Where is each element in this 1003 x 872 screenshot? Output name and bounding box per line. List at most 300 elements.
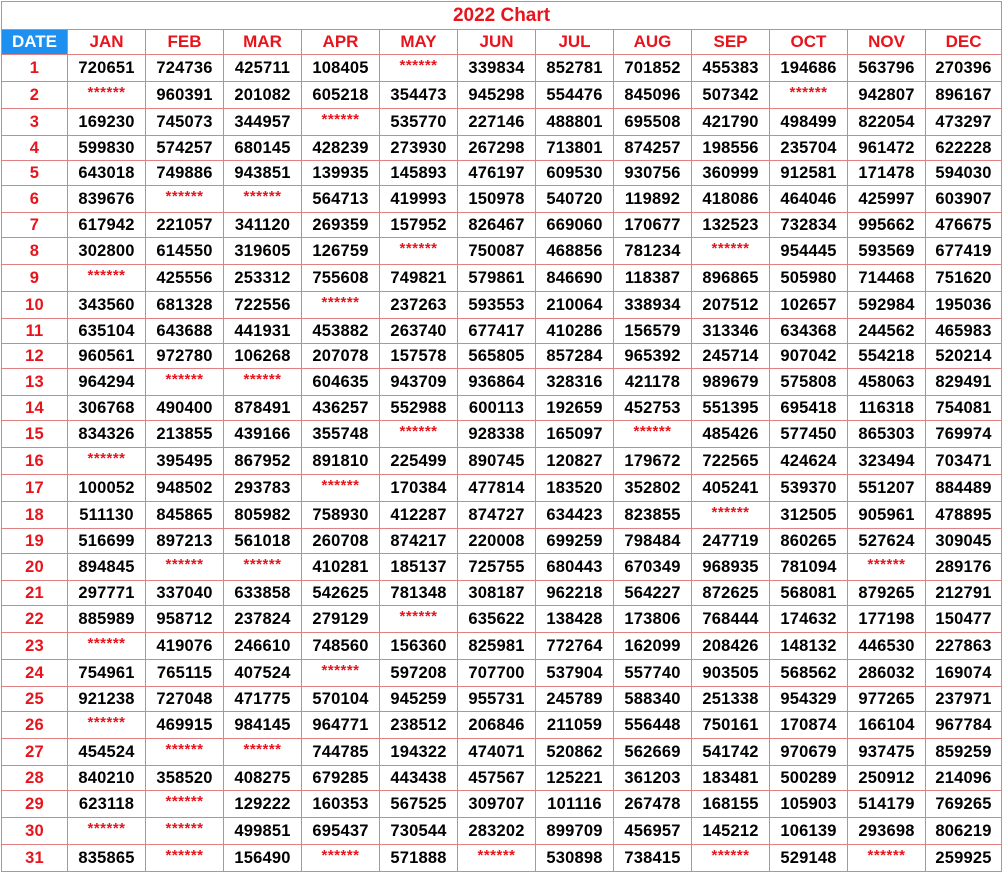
value-cell: 419076: [146, 633, 224, 660]
value-cell: 360999: [692, 161, 770, 186]
date-cell: 17: [2, 475, 68, 502]
value-cell: 488801: [536, 109, 614, 136]
value-cell: 537904: [536, 660, 614, 687]
value-cell: 337040: [146, 581, 224, 606]
value-cell: 194322: [380, 739, 458, 766]
value-cell: 695508: [614, 109, 692, 136]
value-cell: 635104: [68, 319, 146, 344]
value-cell: 101116: [536, 791, 614, 818]
value-cell: 168155: [692, 791, 770, 818]
date-cell: 12: [2, 344, 68, 369]
date-cell: 30: [2, 818, 68, 845]
value-cell: 227863: [926, 633, 1002, 660]
value-cell: 554476: [536, 82, 614, 109]
value-cell: 309045: [926, 529, 1002, 554]
value-cell: 874257: [614, 136, 692, 161]
value-cell: 943851: [224, 161, 302, 186]
value-cell: ******: [146, 186, 224, 213]
value-cell: 635622: [458, 606, 536, 633]
value-cell: ******: [146, 791, 224, 818]
value-cell: 457567: [458, 766, 536, 791]
value-cell: 551395: [692, 396, 770, 421]
value-cell: 237263: [380, 292, 458, 319]
value-cell: ******: [380, 55, 458, 82]
value-cell: 599830: [68, 136, 146, 161]
date-cell: 31: [2, 845, 68, 872]
value-cell: 643688: [146, 319, 224, 344]
table-row: [2, 421, 1002, 448]
value-cell: 825981: [458, 633, 536, 660]
value-cell: 879265: [848, 581, 926, 606]
value-cell: 955731: [458, 687, 536, 712]
value-cell: 308187: [458, 581, 536, 606]
date-cell: 5: [2, 161, 68, 186]
value-cell: 138428: [536, 606, 614, 633]
table-row: [2, 475, 1002, 502]
value-cell: 344957: [224, 109, 302, 136]
value-cell: 126759: [302, 238, 380, 265]
value-cell: 748560: [302, 633, 380, 660]
month-header-jul: JUL: [536, 30, 614, 55]
table-row: [2, 739, 1002, 766]
value-cell: 237971: [926, 687, 1002, 712]
value-cell: 283202: [458, 818, 536, 845]
value-cell: 845096: [614, 82, 692, 109]
date-cell: 20: [2, 554, 68, 581]
date-cell: 7: [2, 213, 68, 238]
value-cell: 407524: [224, 660, 302, 687]
table-row: [2, 344, 1002, 369]
value-cell: 826467: [458, 213, 536, 238]
value-cell: 539370: [770, 475, 848, 502]
value-cell: 964771: [302, 712, 380, 739]
value-cell: ******: [224, 186, 302, 213]
value-cell: ******: [68, 712, 146, 739]
value-cell: 750087: [458, 238, 536, 265]
value-cell: 928338: [458, 421, 536, 448]
value-cell: 722565: [692, 448, 770, 475]
date-cell: 29: [2, 791, 68, 818]
value-cell: 421790: [692, 109, 770, 136]
value-cell: 634423: [536, 502, 614, 529]
value-cell: 250912: [848, 766, 926, 791]
value-cell: ******: [146, 739, 224, 766]
value-cell: 192659: [536, 396, 614, 421]
value-cell: 206846: [458, 712, 536, 739]
value-cell: 834326: [68, 421, 146, 448]
value-cell: 732834: [770, 213, 848, 238]
value-cell: 505980: [770, 265, 848, 292]
date-cell: 21: [2, 581, 68, 606]
value-cell: ******: [146, 554, 224, 581]
value-cell: 554218: [848, 344, 926, 369]
month-header-sep: SEP: [692, 30, 770, 55]
value-cell: 201082: [224, 82, 302, 109]
value-cell: 823855: [614, 502, 692, 529]
value-cell: 500289: [770, 766, 848, 791]
value-cell: 165097: [536, 421, 614, 448]
date-cell: 25: [2, 687, 68, 712]
table-row: [2, 369, 1002, 396]
value-cell: 561018: [224, 529, 302, 554]
table-row: [2, 712, 1002, 739]
value-cell: 263740: [380, 319, 458, 344]
value-cell: 562669: [614, 739, 692, 766]
value-cell: 253312: [224, 265, 302, 292]
value-cell: 977265: [848, 687, 926, 712]
value-cell: 551207: [848, 475, 926, 502]
value-cell: 237824: [224, 606, 302, 633]
table-row: [2, 396, 1002, 421]
value-cell: 323494: [848, 448, 926, 475]
value-cell: 852781: [536, 55, 614, 82]
value-cell: 872625: [692, 581, 770, 606]
value-cell: 964294: [68, 369, 146, 396]
value-cell: 471775: [224, 687, 302, 712]
value-cell: 614550: [146, 238, 224, 265]
date-cell: 18: [2, 502, 68, 529]
value-cell: 343560: [68, 292, 146, 319]
value-cell: 679285: [302, 766, 380, 791]
table-row: [2, 82, 1002, 109]
date-cell: 11: [2, 319, 68, 344]
value-cell: ******: [380, 421, 458, 448]
value-cell: 633858: [224, 581, 302, 606]
value-cell: 703471: [926, 448, 1002, 475]
value-cell: 912581: [770, 161, 848, 186]
value-cell: 309707: [458, 791, 536, 818]
date-cell: 23: [2, 633, 68, 660]
value-cell: 474071: [458, 739, 536, 766]
value-cell: 245789: [536, 687, 614, 712]
value-cell: 577450: [770, 421, 848, 448]
value-cell: 259925: [926, 845, 1002, 872]
value-cell: 150978: [458, 186, 536, 213]
value-cell: 574257: [146, 136, 224, 161]
value-cell: 273930: [380, 136, 458, 161]
value-cell: 954445: [770, 238, 848, 265]
value-cell: 755608: [302, 265, 380, 292]
value-cell: 894845: [68, 554, 146, 581]
date-cell: 9: [2, 265, 68, 292]
value-cell: 568562: [770, 660, 848, 687]
date-cell: 22: [2, 606, 68, 633]
value-cell: 185137: [380, 554, 458, 581]
value-cell: 681328: [146, 292, 224, 319]
value-cell: ******: [692, 502, 770, 529]
value-cell: 903505: [692, 660, 770, 687]
value-cell: 874217: [380, 529, 458, 554]
value-cell: 754081: [926, 396, 1002, 421]
table-row: [2, 633, 1002, 660]
value-cell: 424624: [770, 448, 848, 475]
value-cell: 338934: [614, 292, 692, 319]
value-cell: 822054: [848, 109, 926, 136]
month-header-aug: AUG: [614, 30, 692, 55]
value-cell: 575808: [770, 369, 848, 396]
value-cell: 476675: [926, 213, 1002, 238]
value-cell: 306768: [68, 396, 146, 421]
value-cell: 170384: [380, 475, 458, 502]
value-cell: 157952: [380, 213, 458, 238]
value-cell: 419993: [380, 186, 458, 213]
value-cell: 210064: [536, 292, 614, 319]
value-cell: 749821: [380, 265, 458, 292]
value-cell: 313346: [692, 319, 770, 344]
value-cell: 724736: [146, 55, 224, 82]
value-cell: 235704: [770, 136, 848, 161]
value-cell: 758930: [302, 502, 380, 529]
value-cell: 452753: [614, 396, 692, 421]
month-header-nov: NOV: [848, 30, 926, 55]
value-cell: ******: [68, 82, 146, 109]
date-cell: 28: [2, 766, 68, 791]
value-cell: 227146: [458, 109, 536, 136]
value-cell: 680443: [536, 554, 614, 581]
chart-title: 2022 Chart: [2, 2, 1002, 30]
value-cell: 465983: [926, 319, 1002, 344]
table-row: [2, 606, 1002, 633]
value-cell: 477814: [458, 475, 536, 502]
value-cell: 749886: [146, 161, 224, 186]
value-cell: 421178: [614, 369, 692, 396]
value-cell: 339834: [458, 55, 536, 82]
value-cell: 707700: [458, 660, 536, 687]
value-cell: 945298: [458, 82, 536, 109]
value-cell: 267298: [458, 136, 536, 161]
value-cell: 105903: [770, 791, 848, 818]
value-cell: 177198: [848, 606, 926, 633]
value-cell: 499851: [224, 818, 302, 845]
value-cell: 212791: [926, 581, 1002, 606]
table-row: [2, 581, 1002, 606]
value-cell: ******: [224, 554, 302, 581]
value-cell: 511130: [68, 502, 146, 529]
month-header-dec: DEC: [926, 30, 1002, 55]
date-cell: 8: [2, 238, 68, 265]
value-cell: 972780: [146, 344, 224, 369]
value-cell: 960561: [68, 344, 146, 369]
value-cell: 425556: [146, 265, 224, 292]
value-cell: 469915: [146, 712, 224, 739]
value-cell: 211059: [536, 712, 614, 739]
value-cell: 896865: [692, 265, 770, 292]
value-cell: 458063: [848, 369, 926, 396]
value-cell: 244562: [848, 319, 926, 344]
value-cell: 183520: [536, 475, 614, 502]
value-cell: 139935: [302, 161, 380, 186]
table-row: [2, 319, 1002, 344]
value-cell: 530898: [536, 845, 614, 872]
value-cell: 745073: [146, 109, 224, 136]
value-cell: 468856: [536, 238, 614, 265]
value-cell: 156490: [224, 845, 302, 872]
date-cell: 24: [2, 660, 68, 687]
value-cell: 269359: [302, 213, 380, 238]
value-cell: 600113: [458, 396, 536, 421]
value-cell: 899709: [536, 818, 614, 845]
value-cell: 120827: [536, 448, 614, 475]
value-cell: 995662: [848, 213, 926, 238]
value-cell: 564227: [614, 581, 692, 606]
value-cell: 593553: [458, 292, 536, 319]
value-cell: 750161: [692, 712, 770, 739]
value-cell: 425997: [848, 186, 926, 213]
value-cell: 108405: [302, 55, 380, 82]
value-cell: 936864: [458, 369, 536, 396]
date-cell: 3: [2, 109, 68, 136]
table-row: [2, 136, 1002, 161]
value-cell: 967784: [926, 712, 1002, 739]
value-cell: 878491: [224, 396, 302, 421]
value-cell: 669060: [536, 213, 614, 238]
value-cell: 592984: [848, 292, 926, 319]
value-cell: 238512: [380, 712, 458, 739]
value-cell: 221057: [146, 213, 224, 238]
value-cell: 408275: [224, 766, 302, 791]
value-cell: 358520: [146, 766, 224, 791]
table-row: [2, 502, 1002, 529]
table-row: [2, 448, 1002, 475]
value-cell: 634368: [770, 319, 848, 344]
value-cell: ******: [380, 606, 458, 633]
month-header-mar: MAR: [224, 30, 302, 55]
value-cell: 179672: [614, 448, 692, 475]
value-cell: 246610: [224, 633, 302, 660]
value-cell: ******: [770, 82, 848, 109]
value-cell: 897213: [146, 529, 224, 554]
value-cell: 428239: [302, 136, 380, 161]
value-cell: 565805: [458, 344, 536, 369]
value-cell: 410281: [302, 554, 380, 581]
value-cell: 361203: [614, 766, 692, 791]
value-cell: 968935: [692, 554, 770, 581]
value-cell: 885989: [68, 606, 146, 633]
date-cell: 13: [2, 369, 68, 396]
value-cell: 260708: [302, 529, 380, 554]
value-cell: 446530: [848, 633, 926, 660]
value-cell: 720651: [68, 55, 146, 82]
value-cell: 490400: [146, 396, 224, 421]
value-cell: 609530: [536, 161, 614, 186]
value-cell: 677419: [926, 238, 1002, 265]
value-cell: 170874: [770, 712, 848, 739]
value-cell: 157578: [380, 344, 458, 369]
value-cell: 162099: [614, 633, 692, 660]
value-cell: 405241: [692, 475, 770, 502]
value-cell: 169230: [68, 109, 146, 136]
value-cell: 441931: [224, 319, 302, 344]
value-cell: ******: [302, 109, 380, 136]
date-cell: 10: [2, 292, 68, 319]
value-cell: 498499: [770, 109, 848, 136]
value-cell: 597208: [380, 660, 458, 687]
value-cell: 183481: [692, 766, 770, 791]
table-row: [2, 292, 1002, 319]
value-cell: 116318: [848, 396, 926, 421]
value-cell: 520214: [926, 344, 1002, 369]
value-cell: 443438: [380, 766, 458, 791]
value-cell: 727048: [146, 687, 224, 712]
value-cell: 958712: [146, 606, 224, 633]
value-cell: 699259: [536, 529, 614, 554]
date-cell: 15: [2, 421, 68, 448]
value-cell: 456957: [614, 818, 692, 845]
value-cell: 962218: [536, 581, 614, 606]
value-cell: 412287: [380, 502, 458, 529]
value-cell: 476197: [458, 161, 536, 186]
value-cell: 352802: [614, 475, 692, 502]
table-row: [2, 845, 1002, 872]
value-cell: ******: [692, 845, 770, 872]
value-cell: 768444: [692, 606, 770, 633]
value-cell: 293783: [224, 475, 302, 502]
value-cell: 535770: [380, 109, 458, 136]
value-cell: 593569: [848, 238, 926, 265]
value-cell: 840210: [68, 766, 146, 791]
table-row: [2, 55, 1002, 82]
value-cell: 436257: [302, 396, 380, 421]
header-row: [2, 30, 1002, 55]
table-row: [2, 186, 1002, 213]
value-cell: 907042: [770, 344, 848, 369]
value-cell: 890745: [458, 448, 536, 475]
month-header-jan: JAN: [68, 30, 146, 55]
date-cell: 2: [2, 82, 68, 109]
value-cell: ******: [146, 818, 224, 845]
value-cell: 722556: [224, 292, 302, 319]
value-cell: 564713: [302, 186, 380, 213]
value-cell: 245714: [692, 344, 770, 369]
value-cell: 247719: [692, 529, 770, 554]
date-column-header: DATE: [2, 30, 68, 55]
date-cell: 16: [2, 448, 68, 475]
value-cell: ******: [68, 818, 146, 845]
value-cell: 540720: [536, 186, 614, 213]
value-cell: 961472: [848, 136, 926, 161]
table-row: [2, 265, 1002, 292]
value-cell: 478895: [926, 502, 1002, 529]
value-cell: 125221: [536, 766, 614, 791]
value-cell: 118387: [614, 265, 692, 292]
value-cell: 984145: [224, 712, 302, 739]
value-cell: ******: [146, 845, 224, 872]
table-body: [2, 55, 1002, 872]
value-cell: 425711: [224, 55, 302, 82]
value-cell: 772764: [536, 633, 614, 660]
chart-container: [1, 1, 1001, 872]
value-cell: 160353: [302, 791, 380, 818]
value-cell: 860265: [770, 529, 848, 554]
value-cell: 781348: [380, 581, 458, 606]
value-cell: 943709: [380, 369, 458, 396]
value-cell: ******: [224, 369, 302, 396]
value-cell: 948502: [146, 475, 224, 502]
value-cell: 514179: [848, 791, 926, 818]
date-cell: 19: [2, 529, 68, 554]
results-table: [1, 1, 1002, 872]
value-cell: 169074: [926, 660, 1002, 687]
value-cell: 563796: [848, 55, 926, 82]
value-cell: 857284: [536, 344, 614, 369]
value-cell: ******: [380, 238, 458, 265]
date-cell: 27: [2, 739, 68, 766]
table-row: [2, 161, 1002, 186]
value-cell: 354473: [380, 82, 458, 109]
table-row: [2, 660, 1002, 687]
value-cell: 213855: [146, 421, 224, 448]
table-row: [2, 238, 1002, 265]
